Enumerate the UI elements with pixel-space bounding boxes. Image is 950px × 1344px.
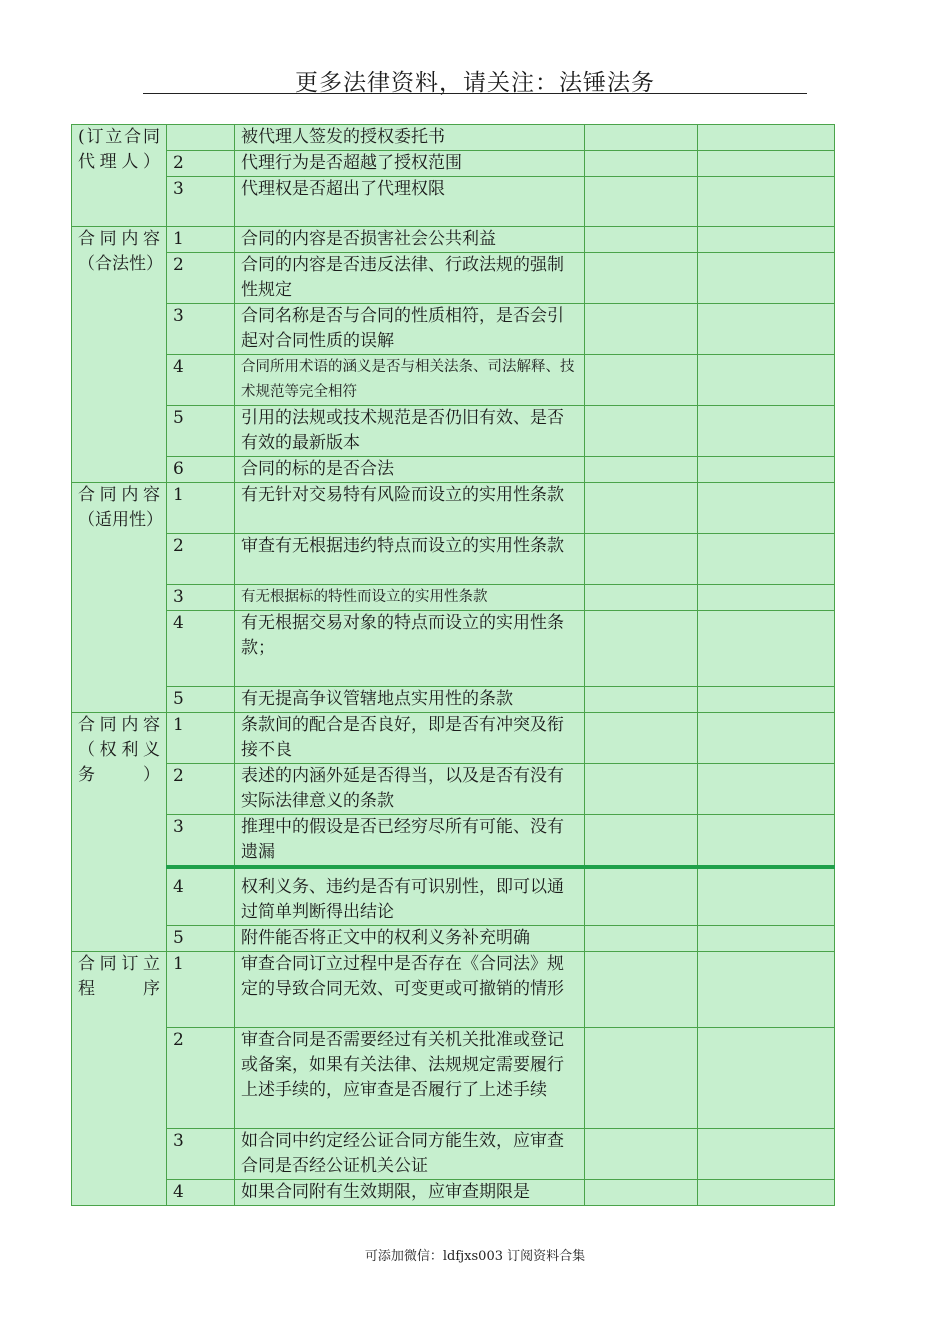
item-number: 1 (167, 952, 235, 1028)
check-cell (585, 687, 698, 713)
item-text: 代理行为是否超越了授权范围 (235, 151, 585, 177)
item-number: 2 (167, 151, 235, 177)
check-cell (585, 125, 698, 151)
remark-cell (698, 457, 835, 483)
item-text: 有无根据标的特性而设立的实用性条款 (235, 585, 585, 611)
item-text: 审查有无根据违约特点而设立的实用性条款 (235, 534, 585, 585)
table-row (72, 611, 835, 687)
item-text: 有无提高争议管辖地点实用性的条款 (235, 687, 585, 713)
remark-cell (698, 713, 835, 764)
check-cell (585, 1129, 698, 1180)
item-number: 1 (167, 227, 235, 253)
remark-cell (698, 952, 835, 1028)
item-number: 2 (167, 253, 235, 304)
remark-cell (698, 611, 835, 687)
item-number: 5 (167, 926, 235, 952)
check-cell (585, 713, 698, 764)
item-text: 有无针对交易特有风险而设立的实用性条款 (235, 483, 585, 534)
remark-cell (698, 483, 835, 534)
item-number: 3 (167, 177, 235, 227)
check-cell (585, 406, 698, 457)
check-cell (585, 926, 698, 952)
check-cell (585, 151, 698, 177)
remark-cell (698, 253, 835, 304)
item-number: 3 (167, 815, 235, 868)
header-divider (143, 93, 807, 94)
check-cell (585, 253, 698, 304)
category-cell: 合同内容（适用性） (72, 483, 167, 713)
check-cell (585, 457, 698, 483)
item-number: 2 (167, 764, 235, 815)
item-text: 代理权是否超出了代理权限 (235, 177, 585, 227)
check-cell (585, 355, 698, 406)
remark-cell (698, 585, 835, 611)
item-text: 条款间的配合是否良好，即是否有冲突及衔接不良 (235, 713, 585, 764)
remark-cell (698, 151, 835, 177)
item-text: 权利义务、违约是否有可识别性，即可以通过简单判断得出结论 (235, 867, 585, 926)
item-text: 推理中的假设是否已经穷尽所有可能、没有遗漏 (235, 815, 585, 868)
table-row (72, 125, 835, 151)
table-row (72, 713, 835, 764)
item-text: 审查合同订立过程中是否存在《合同法》规定的导致合同无效、可变更或可撤销的情形 (235, 952, 585, 1028)
table-row (72, 687, 835, 713)
item-text: 合同名称是否与合同的性质相符，是否会引起对合同性质的误解 (235, 304, 585, 355)
table-row (72, 764, 835, 815)
item-number: 1 (167, 483, 235, 534)
item-text: 被代理人签发的授权委托书 (235, 125, 585, 151)
check-cell (585, 534, 698, 585)
check-cell (585, 304, 698, 355)
check-cell (585, 815, 698, 868)
table-row (72, 457, 835, 483)
table-row (72, 355, 835, 406)
item-number: 5 (167, 687, 235, 713)
category-cell: (订立合同代理人） (72, 125, 167, 227)
item-number: 4 (167, 611, 235, 687)
check-cell (585, 611, 698, 687)
remark-cell (698, 304, 835, 355)
check-cell (585, 227, 698, 253)
remark-cell (698, 227, 835, 253)
remark-cell (698, 867, 835, 926)
item-text: 合同的内容是否损害社会公共利益 (235, 227, 585, 253)
item-number: 3 (167, 585, 235, 611)
item-number: 4 (167, 1180, 235, 1206)
item-text: 如果合同附有生效期限，应审查期限是 (235, 1180, 585, 1206)
remark-cell (698, 406, 835, 457)
page-footer: 可添加微信：ldfjxs003 订阅资料合集 (364, 1249, 586, 1264)
remark-cell (698, 815, 835, 868)
page-header-title: 更多法律资料，请关注：法锤法务 (295, 70, 655, 96)
table-row (72, 585, 835, 611)
table-row (72, 227, 835, 253)
remark-cell (698, 125, 835, 151)
check-cell (585, 867, 698, 926)
remark-cell (698, 687, 835, 713)
table-row (72, 926, 835, 952)
item-number: 4 (167, 355, 235, 406)
remark-cell (698, 177, 835, 227)
table-row (72, 151, 835, 177)
table-row (72, 867, 835, 926)
remark-cell (698, 764, 835, 815)
table-row (72, 406, 835, 457)
item-number: 3 (167, 1129, 235, 1180)
table-row (72, 815, 835, 868)
contract-review-checklist-table (71, 124, 835, 1206)
category-cell: 合同内容（权利义务） (72, 713, 167, 952)
table-row (72, 253, 835, 304)
item-text: 有无根据交易对象的特点而设立的实用性条款； (235, 611, 585, 687)
check-cell (585, 1028, 698, 1129)
table-row (72, 177, 835, 227)
item-number (167, 125, 235, 151)
item-text: 引用的法规或技术规范是否仍旧有效、是否有效的最新版本 (235, 406, 585, 457)
item-text: 合同的内容是否违反法律、行政法规的强制性规定 (235, 253, 585, 304)
table-row (72, 483, 835, 534)
check-cell (585, 483, 698, 534)
remark-cell (698, 926, 835, 952)
item-number: 3 (167, 304, 235, 355)
item-number: 5 (167, 406, 235, 457)
check-cell (585, 177, 698, 227)
item-number: 1 (167, 713, 235, 764)
item-text: 审查合同是否需要经过有关机关批准或登记或备案，如果有关法律、法规规定需要履行上述手续的，应审查是否履行了上述手续 (235, 1028, 585, 1129)
item-number: 4 (167, 867, 235, 926)
table-row (72, 1129, 835, 1180)
table-row (72, 952, 835, 1028)
remark-cell (698, 1180, 835, 1206)
item-number: 2 (167, 1028, 235, 1129)
check-cell (585, 952, 698, 1028)
item-text: 合同所用术语的涵义是否与相关法条、司法解释、技术规范等完全相符 (235, 355, 585, 406)
item-number: 6 (167, 457, 235, 483)
table-row (72, 1028, 835, 1129)
remark-cell (698, 1129, 835, 1180)
item-number: 2 (167, 534, 235, 585)
category-cell: 合同订立程序 (72, 952, 167, 1206)
check-cell (585, 764, 698, 815)
item-text: 如合同中约定经公证合同方能生效，应审查合同是否经公证机关公证 (235, 1129, 585, 1180)
remark-cell (698, 355, 835, 406)
check-cell (585, 585, 698, 611)
table-row (72, 534, 835, 585)
remark-cell (698, 534, 835, 585)
item-text: 表述的内涵外延是否得当，以及是否有没有实际法律意义的条款 (235, 764, 585, 815)
category-cell: 合同内容（合法性） (72, 227, 167, 483)
item-text: 合同的标的是否合法 (235, 457, 585, 483)
table-row (72, 1180, 835, 1206)
item-text: 附件能否将正文中的权利义务补充明确 (235, 926, 585, 952)
check-cell (585, 1180, 698, 1206)
table-row (72, 304, 835, 355)
remark-cell (698, 1028, 835, 1129)
